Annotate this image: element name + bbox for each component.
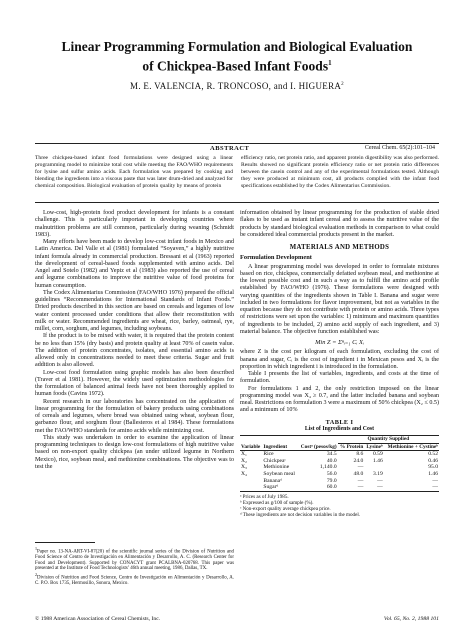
- table-cell: 1.46: [372, 457, 383, 464]
- table-cell: 1.46: [428, 470, 438, 477]
- section-heading: MATERIALS AND METHODS: [289, 244, 390, 251]
- right-paragraph-3: where Z is the cost per kilogram of each formulation, excluding the cost of banana and sugar, Cᵢ is the cost of ingredient i in Mexican pesos and Xᵢ is the proportion in which ingredient i is introduced in the formulation.: [240, 349, 439, 370]
- table-cell: Methionine: [263, 464, 290, 471]
- table-cell: —: [432, 477, 438, 484]
- table-cell: 60.0: [326, 484, 337, 491]
- objective-equation: Min Z = Σⁿᵢ₌₁ Cᵢ Xᵢ: [315, 339, 364, 346]
- table-header-variable: Variable: [241, 443, 261, 450]
- table-cell: 56.0: [326, 470, 337, 477]
- table-cell: X₁: [241, 451, 247, 458]
- table-header-methionine: Methionine + Cystineᵇ: [387, 443, 438, 450]
- table-cell: 79.0: [326, 477, 337, 484]
- footnote-2-text: Division of Nutrition and Food Science, Centro de Investigación en Alimentación y Desarrollo, A. C. P.O. Box 1735, Hermosillo, Sonora, Mexico.: [35, 575, 234, 587]
- table-header-protein: % Protein: [340, 443, 364, 450]
- table-row: [240, 464, 439, 471]
- table-header-ingredient: Ingredient: [263, 443, 288, 450]
- ingredients-table: [240, 435, 439, 492]
- table-subtitle: List of Ingredients and Cost: [304, 425, 375, 432]
- table-cell: X₂: [241, 457, 247, 464]
- intro-paragraph-6: Recent research in our laboratories has concentrated on the application of linear programming for the formulation of bakery products using combinations of cereals and legumes, where bread was obtained using wheat, soybean flour, garbanzo flour, and sorghum flour (Ballesteros et al 1984). These formulations met the FAO/WHO standards for amino acids while minimizing cost.: [35, 398, 234, 434]
- table-cell: 95.0: [428, 464, 438, 471]
- footnote-2: $^2$Division of Nutrition and Food Science, Centro de Investigación en Alimentación y Desarrollo, A. C. P.O. Box 1735, Hermosillo, Sonora, Mexico.: [35, 572, 234, 587]
- table-cell: —: [432, 484, 438, 491]
- subsection-heading: Formulation Development: [240, 254, 312, 262]
- abstract-right-column: efficiency ratio, net protein ratio, and apparent protein digestibility was also performed. Results showed no significant protein efficiency ratio or net protein ratio differences between the casein control and any of the experimental formulations tested. Although they were produced at minimum cost, all products complied with the infant food specifications established by the Codex Alimentarius Commission.: [241, 155, 439, 189]
- table-header-lysine: Lysineᵇ: [366, 443, 383, 450]
- table-cell: Bananaᵈ: [263, 477, 282, 484]
- table-row: [240, 484, 439, 491]
- table-cell: —: [377, 477, 383, 484]
- footnote-rule: [35, 542, 95, 543]
- table-row: [240, 458, 439, 465]
- title-line-2: of Chickpea-Based Infant Foods: [142, 58, 329, 74]
- table-cell: Chickpeaᶜ: [263, 457, 286, 464]
- table-cell: X₃: [241, 464, 247, 471]
- table-notes: [240, 494, 439, 519]
- table-header-cost: Costᵃ (pesos/kg): [300, 443, 337, 450]
- abstract-top-rule: [35, 143, 439, 144]
- table-cell: 8.6: [356, 451, 364, 458]
- table-cell: —: [357, 484, 364, 491]
- table-note: ᶜ Non-export quality average chickpea price.: [240, 506, 331, 513]
- table-cell: —: [357, 477, 364, 484]
- table-cell: [240, 484, 262, 491]
- intro-paragraph-1: Low-cost, high-protein food product development for infants is a constant challenge. This is particularly important in developing countries where malnutrition problems are still common, particularly during weaning (Schmidt 1983).: [35, 210, 234, 238]
- footnote-1: $^1$Paper no. 13-NA-ART-VI-87(20) of the scientific journal series of the Division of Nutrition and Food Science of Centro de Investigación en Alimentación y Desarrollo, A. C. (Research Center for Food and Development). Supported by CONACYT grant PCALBNA-020768. This paper was presented at the Institute of Food Technologists’ 46th annual meeting, 1986, Dallas, TX.: [35, 546, 234, 572]
- table-row: [240, 451, 439, 458]
- right-paragraph-4: Table I presents the list of variables, ingredients, and costs at the time of formulation.: [240, 371, 439, 385]
- table-row: [240, 478, 439, 485]
- article-title: [30, 38, 444, 75]
- table-title: TABLE I: [325, 418, 354, 426]
- authors: [30, 81, 444, 91]
- table-cell: Rice: [263, 451, 274, 458]
- table-note: ᵇ Expressed as g/100 of sample (%).: [240, 499, 314, 506]
- table-note: ᵃ Prices as of July 1985.: [240, 493, 289, 500]
- footnote-1-text: Paper no. 13-NA-ART-VI-87(20) of the scientific journal series of the Division of Nutrition and Food Science of Centro de Investigación en Alimentación y Desarrollo, A. C. (Research Center for Food and Development). Supported by CONACYT grant PCALBNA-020768. This paper was presented at the Institute of Food Technologists’ 46th annual meeting, 1986, Dallas, TX.: [35, 549, 234, 572]
- abstract-left-column: Three chickpea-based infant food formulations were designed using a linear programming model to minimize total cost while meeting the FAO/WHO requirements for lysine and sulfur amino acids. Each formulation was prepared by cooking and blending the ingredients into a viscous paste that was later drum-dried and analyzed for chemical composition. Biological evaluation of protein quality by means of protein: [35, 155, 233, 189]
- abstract-bottom-rule: [35, 202, 439, 203]
- intro-paragraph-7: This study was undertaken in order to examine the application of linear programming techniques to design low-cost formulations of high nutritive value based on non-export quality chickpea (an under utilized legume in Northern Mexico), rice, soybean meal, and methionine combinations. The objective was to test the: [35, 434, 234, 470]
- table-cell: Soybean meal: [263, 470, 295, 477]
- right-body-column: [240, 210, 439, 519]
- abstract-header: [35, 145, 439, 155]
- table-cell: X₄: [241, 470, 247, 477]
- table-group-header: Quantity Supplied: [338, 436, 439, 444]
- table-cell: 34.5: [326, 451, 337, 458]
- journal-page-info: Vol. 65, No. 2, 1988 101: [383, 616, 439, 622]
- table-row: [240, 471, 439, 478]
- intro-paragraph-3: The Codex Alimentarius Commission (FAO/WHO 1976) prepared the official guidelines “Recommendations for International Standards of Infant Foods.” Dried products described in this section are based on cereals and legumes of low water content processed under conditions that allow their reconstitution with milk or water. Recommended ingredients are wheat, rice, barley, oatmeal, rye, millet, corn, sorghum, and legumes, including soybeans.: [35, 289, 234, 332]
- title-footnote-mark: 1: [328, 59, 332, 67]
- table-cell: [240, 478, 262, 485]
- intro-paragraph-4: If the product is to be mixed with water, it is required that the protein content be no less than 15% (dry basis) and protein quality at least 70% of casein value. The addition of protein concentrates, isolates, and essential amino acids is allowed only in concentrations needed to meet these criteria. Sugar and fruit addition is also allowed.: [35, 333, 234, 369]
- table-cell: 40.0: [326, 457, 337, 464]
- author-names: M. E. VALENCIA, R. TRONCOSO, and I. HIGUERA: [130, 81, 342, 91]
- right-paragraph-1: information obtained by linear programming for the production of stable dried flakes to be used as instant infant cereal and to assess the nutritive value of the products by standard biological evaluation methods in comparison to what could be considered ideal commercial products present in the market.: [240, 210, 439, 238]
- right-paragraph-5: For formulations 1 and 2, the only restriction imposed on the linear programming model was X₄ ≥ 0.7, and the latter included banana and soybean meal. Restrictions on formulation 3 were a maximum of 50% chickpea (X₂ ≤ 0.5) and a minimum of 10%: [240, 385, 439, 414]
- abstract-label: ABSTRACT: [210, 145, 250, 152]
- table-cell: 1,140.0: [319, 464, 337, 471]
- table-cell: [364, 464, 383, 471]
- authors-footnote-mark: 2: [341, 82, 344, 87]
- journal-citation: Cereal Chem. 65(2):101–104: [364, 145, 435, 151]
- table-cell: —: [377, 484, 383, 491]
- copyright-notice: © 1988 American Association of Cereal Chemists, Inc.: [35, 616, 161, 622]
- table-cell: Sugarᵈ: [263, 484, 279, 491]
- footnotes: [35, 540, 234, 587]
- table-cell: 48.0: [353, 470, 364, 477]
- table-cell: 0.52: [428, 451, 438, 458]
- title-line-1: Linear Programming Formulation and Biological Evaluation: [61, 39, 413, 54]
- table-note: ᵈ These ingredients are not decision variables in the model.: [240, 512, 361, 519]
- table-cell: 3.19: [372, 470, 383, 477]
- table-cell: —: [357, 464, 364, 471]
- table-cell: 24.0: [353, 457, 364, 464]
- left-body-column: [35, 210, 234, 471]
- right-paragraph-2: A linear programming model was developed in order to formulate mixtures based on rice, chickpea, commercially defatted soybean meal, and methionine at the lowest possible cost and in such a way as to fulfill the amino acid profile established by FAO/WHO (1976). These formulations were designed with varying quantities of the ingredients shown in Table I. Banana and sugar were included in two formulations for flavor improvement, but not as variables in the equation because they do not contribute with protein or amino acids. Three types of restrictions were set upon the variables: 1) minimum and maximum quantities of ingredients to be included, 2) amino acid supply of each ingredient, and 3) material balance. The objective function established was:: [240, 263, 439, 335]
- table-cell: 0.59: [372, 451, 383, 458]
- intro-paragraph-2: Many efforts have been made to develop low-cost infant foods in Mexico and Latin America. Del Valle et al (1981) formulated “Soyaven,” a highly nutritive infant formula already in commercial production. Bressani et al (1963) reported the development of cereal-based foods supplemented with amino acids. Del Angel and Sotelo (1982) and Yepiz et al (1983) also reported the use of cereal and legume combinations to improve the nutritive value of food proteins for human consumption.: [35, 239, 234, 289]
- intro-paragraph-5: Low-cost food formulation using graphic models has also been described (Traver et al 1981). However, the widely used optimization methodologies for the formulation of balanced animal feeds have not been thoroughly applied to human foods (Cavins 1972).: [35, 369, 234, 398]
- table-cell: 0.46: [428, 457, 438, 464]
